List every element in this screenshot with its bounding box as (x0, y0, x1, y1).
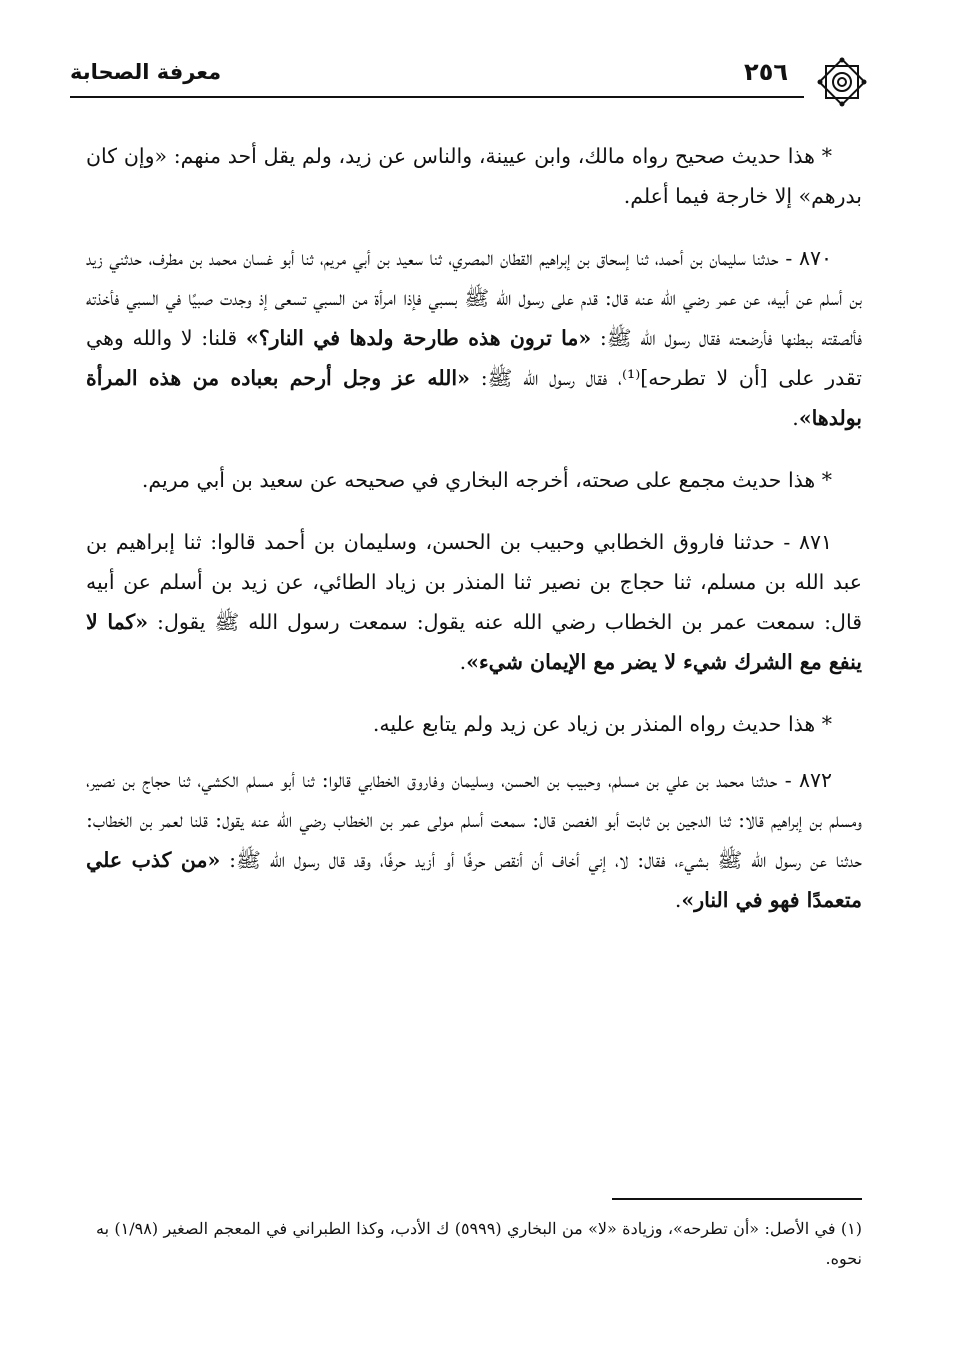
page-header (70, 56, 866, 100)
hadith-quote: «من كذب علي متعمدًا فهو في النار» (86, 848, 862, 912)
paragraph-text: . (674, 888, 682, 912)
footnote-divider (612, 1198, 862, 1200)
paragraph-text: ٨٧١ - حدثنا فاروق الخطابي وحبيب بن الحسن، وسليمان بن أحمد قالوا: ثنا إبراهيم بن عبد الله بن مسلم، ثنا حجاج بن نصير ثنا المنذر بن زياد الطائي، عن زيد بن أسلم عن أبيه قال: سمعت عمر بن الخطاب رضي الله عنه يقول: سمعت رسول الله ﷺ يقول: (86, 530, 863, 634)
paragraph-text: . (792, 406, 799, 430)
book-title: معرفة الصحابة (70, 60, 222, 84)
hadith-quote: «الله عز وجل أرحم بعباده من هذه المرأة بولدها» (86, 366, 862, 430)
hadith-872 (86, 760, 862, 920)
footnote (96, 1214, 862, 1274)
ornament-icon (812, 52, 872, 112)
paragraph-text: * هذا حديث صحيح رواه مالك، وابن عيينة، والناس عن زيد، ولم يقل أحد منهم: «وإن كان بدرهم» إلا خارجة فيما أعلم. (86, 144, 862, 208)
paragraph-comment-1 (86, 136, 862, 216)
paragraph-text: * هذا حديث مجمع على صحته، أخرجه البخاري في صحيحه عن سعيد بن أبي مريم. (141, 468, 832, 492)
paragraph-text: قلنا: لا والله وهي تقدر على [أن لا تطرحه]⁽¹⁾، فقال رسول الله ﷺ: (86, 326, 862, 390)
hadith-871 (86, 522, 862, 682)
hadith-quote: «كما لا ينفع مع الشرك شيء لا يضر مع الإيمان شيء» (86, 610, 862, 674)
paragraph-comment-2 (86, 460, 862, 500)
paragraph-text: * هذا حديث رواه المنذر بن زياد عن زيد ولم يتابع عليه. (372, 712, 832, 736)
main-text (86, 136, 862, 942)
paragraph-text: ٨٧٢ - حدثنا محمد بن علي بن مسلم، وحبيب بن الحسن، وسليمان وفاروق الخطابي قالوا: ثنا أبو مسلم الكشي، ثنا حجاج بن نصير، ومسلم بن إبراهيم قالا: ثنا الدجين بن ثابت أبو الغصن قال: سمعت أسلم مولى عمر بن الخطاب رضي الله عنه يقول: قلنا لعمر بن الخطاب: حدثنا عن رسول الله ﷺ بشيء، فقال: لا، إني أخاف أن أنقص حرفًا أو أزيد حرفًا، وقد قال رسول الله ﷺ: (86, 768, 862, 872)
paragraph-comment-3 (86, 704, 862, 744)
footnote-number: (١) (840, 1219, 863, 1238)
paragraph-text: . (459, 650, 467, 674)
header-divider (70, 96, 804, 98)
hadith-870 (86, 238, 862, 438)
page-number: ٢٥٦ (744, 58, 788, 86)
footnote-text: في الأصل: «أن تطرحه»، وزيادة «لا» من البخاري (٥٩٩٩) ك الأدب، وكذا الطبراني في المعجم الصغير (١/٩٨) به نحوه. (96, 1219, 862, 1268)
hadith-quote: «ما ترون هذه طارحة ولدها في النار؟» (245, 326, 592, 350)
paragraph-text: ٨٧٠ - حدثنا سليمان بن أحمد، ثنا إسحاق بن إبراهيم القطان المصري، ثنا سعيد بن أبي مريم، ثنا أبو غسان محمد بن مطرف، حدثني زيد بن أسلم عن أبيه، عن عمر رضي الله عنه قال: قدم على رسول الله ﷺ بسبي فإذا امرأة من السبي تسعى إذ وجدت صبيًا في السبي فأخذته فألصقته ببطنها فأرضعته فقال رسول الله ﷺ: (86, 246, 862, 350)
